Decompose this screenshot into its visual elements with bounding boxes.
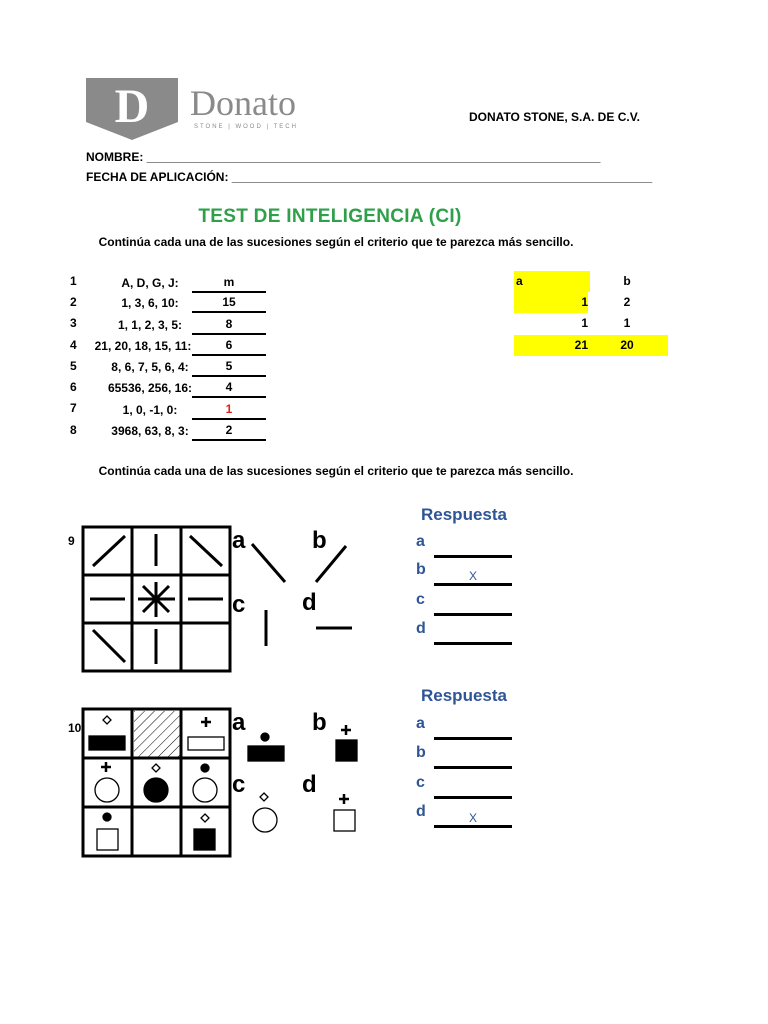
choice-label: a xyxy=(232,709,246,736)
dot-icon xyxy=(201,764,209,772)
question-sequence: A, D, G, J: xyxy=(121,276,179,290)
nombre-field[interactable]: NOMBRE: ____________________________________________________________________ xyxy=(86,150,601,164)
choice-c-diamond xyxy=(260,793,268,801)
choice-a-rect xyxy=(248,746,284,761)
choice-b-square xyxy=(336,740,357,761)
answer-line-a[interactable] xyxy=(434,537,512,558)
question-number: 2 xyxy=(70,295,77,309)
answer-field[interactable]: 6 xyxy=(192,336,266,356)
question-number: 8 xyxy=(70,423,77,437)
side-table-cell: 21 xyxy=(574,338,588,352)
answer-line-b[interactable] xyxy=(434,748,512,769)
answer-field[interactable]: 5 xyxy=(192,357,266,377)
empty-rect xyxy=(188,737,224,750)
choice-a-dot xyxy=(261,733,269,741)
question-number: 4 xyxy=(70,338,77,352)
choice-label: c xyxy=(232,591,246,618)
filled-square xyxy=(194,829,215,850)
choice-label: d xyxy=(302,771,317,798)
option-letter: c xyxy=(416,774,425,791)
answer-line-b[interactable]: X xyxy=(434,565,512,586)
answer-field[interactable]: 4 xyxy=(192,378,266,398)
side-table-cell: 2 xyxy=(623,295,631,309)
stroke-diagonal xyxy=(190,536,222,566)
side-table-cell: 1 xyxy=(581,316,588,330)
logo-text: Donato xyxy=(190,83,296,123)
respuesta-heading: Respuesta xyxy=(421,686,507,705)
question-sequence: 8, 6, 7, 5, 6, 4: xyxy=(111,360,189,374)
option-letter: b xyxy=(416,561,426,578)
question-sequence: 1, 3, 6, 10: xyxy=(121,296,179,310)
answer-line-a[interactable] xyxy=(434,719,512,740)
answer-line-d[interactable]: X xyxy=(434,807,512,828)
instruction-1: Continúa cada una de las sucesiones según el criterio que te parezca más sencillo. xyxy=(98,235,574,249)
respuesta-heading: Respuesta xyxy=(421,505,507,524)
option-letter: c xyxy=(416,591,425,608)
choice-label: b xyxy=(312,709,327,736)
choice-label: c xyxy=(232,771,246,798)
answer-field[interactable]: 15 xyxy=(192,293,266,313)
puzzle-number: 9 xyxy=(68,534,75,548)
question-number: 1 xyxy=(70,274,77,288)
puzzle9-figure xyxy=(80,524,380,674)
side-table-header-b: b xyxy=(623,274,631,288)
empty-circle xyxy=(95,778,119,802)
choice-c-circle xyxy=(253,808,277,832)
empty-square xyxy=(97,829,118,850)
side-table-cell: 1 xyxy=(514,292,588,313)
choice-label: b xyxy=(312,527,327,554)
answer-field[interactable]: m xyxy=(192,273,266,293)
choice-label: d xyxy=(302,589,317,616)
option-letter: d xyxy=(416,620,426,637)
diamond-icon xyxy=(201,814,209,822)
question-sequence: 1, 1, 2, 3, 5: xyxy=(117,318,183,332)
question-number: 7 xyxy=(70,401,77,415)
stroke-diagonal xyxy=(93,630,125,662)
side-table-header-a: a xyxy=(514,271,590,292)
question-number: 6 xyxy=(70,380,77,394)
question-sequence: 3968, 63, 8, 3: xyxy=(111,424,189,438)
answer-line-c[interactable] xyxy=(434,778,512,799)
choice-d-square xyxy=(334,810,355,831)
filled-rect xyxy=(89,736,125,750)
diamond-icon xyxy=(152,764,160,772)
company-name: DONATO STONE, S.A. DE C.V. xyxy=(469,110,640,124)
logo-tagline: STONE | WOOD | TECH xyxy=(194,124,298,130)
question-number: 5 xyxy=(70,359,77,373)
side-table-cell: 20 xyxy=(620,338,634,352)
empty-circle xyxy=(193,778,217,802)
answer-line-d[interactable] xyxy=(434,624,512,645)
question-sequence: 21, 20, 18, 15, 11: xyxy=(94,339,192,353)
choice-a-stroke xyxy=(252,544,285,582)
answer-line-c[interactable] xyxy=(434,595,512,616)
answer-field[interactable]: 8 xyxy=(192,315,266,335)
question-sequence: 65536, 256, 16: xyxy=(107,381,193,395)
puzzle10-figure xyxy=(80,706,380,860)
logo-letter: D xyxy=(114,80,150,133)
question-sequence: 1, 0, -1, 0: xyxy=(122,403,178,417)
answer-field[interactable]: 1 xyxy=(192,400,266,420)
hatched-cell xyxy=(134,711,180,757)
option-letter: a xyxy=(416,715,425,732)
option-letter: d xyxy=(416,803,426,820)
test-title: TEST DE INTELIGENCIA (CI) xyxy=(198,206,462,227)
donato-logo xyxy=(86,78,352,140)
stroke-diagonal xyxy=(93,536,125,566)
instruction-2: Continúa cada una de las sucesiones según el criterio que te parezca más sencillo. xyxy=(98,464,574,478)
answer-field[interactable]: 2 xyxy=(192,421,266,441)
option-letter: a xyxy=(416,533,425,550)
choice-label: a xyxy=(232,527,246,554)
fecha-field[interactable]: FECHA DE APLICACIÓN: _______________________________________________________________ xyxy=(86,170,653,184)
diamond-icon xyxy=(103,716,111,724)
filled-circle xyxy=(144,778,168,802)
dot-icon xyxy=(103,813,111,821)
puzzle-number: 10 xyxy=(68,721,82,735)
option-letter: b xyxy=(416,744,426,761)
question-number: 3 xyxy=(70,316,77,330)
side-table-cell: 1 xyxy=(623,316,631,330)
